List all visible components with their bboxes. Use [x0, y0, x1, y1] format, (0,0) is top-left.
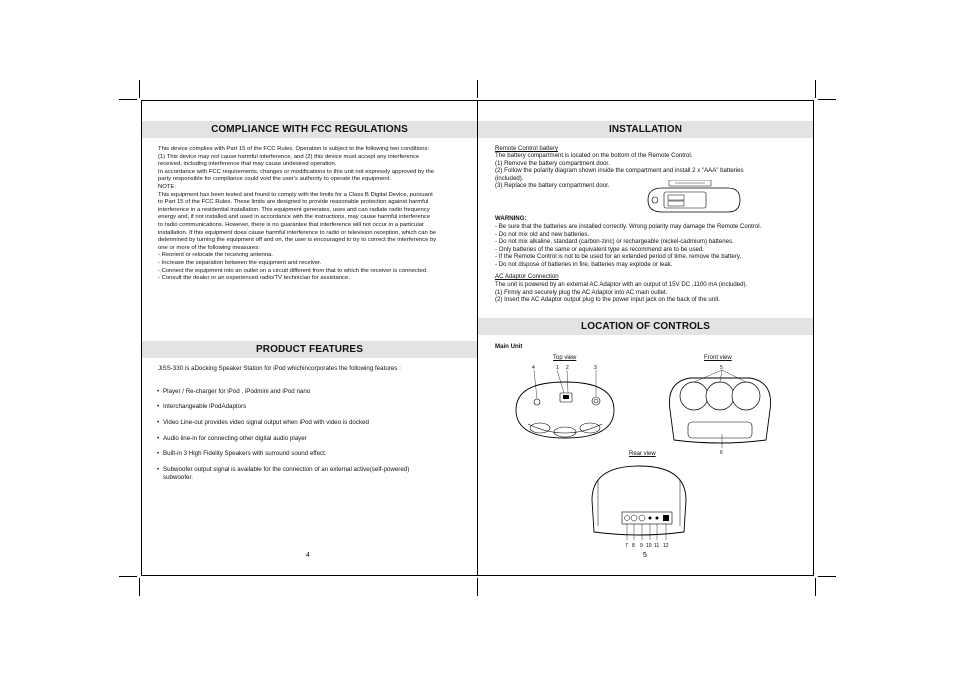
rear-view-illustration	[584, 460, 694, 552]
callout-3: 3	[594, 365, 597, 371]
crop-mark	[815, 578, 816, 596]
front-view-illustration	[660, 362, 780, 454]
main-unit-label: Main Unit	[495, 343, 523, 350]
features-title: PRODUCT FEATURES	[142, 341, 477, 358]
crop-mark	[818, 576, 836, 577]
callout-8: 8	[632, 543, 635, 549]
top-view-label: Top view	[553, 355, 577, 361]
callout-10: 10	[646, 543, 652, 549]
features-list	[157, 380, 467, 489]
list-item: • Built-in 3 High Fidelity Speakers with surround sound effect.	[157, 450, 467, 458]
page-number: 4	[306, 552, 310, 559]
rear-view-label: Rear view	[629, 451, 656, 457]
list-item: • Video Line-out provides video signal output when iPod with video is docked	[157, 419, 467, 427]
features-intro: JiSS-330 is aDocking Speaker Station for iPod whichincorporates the following features :	[158, 365, 401, 372]
crop-mark	[139, 578, 140, 596]
fcc-text: This device complies with Part 15 of the FCC Rules. Operation is subject to the following two conditions: (1) This device may not cause harmful interference, and (2) this device must accept any interference received, including interference that may cause undesired operation. In accordance with FCC requirements, changes or modifications to this unit not expressly approved by the party responsible for compliance could void the user's authority to operate the equipment. NOTE: This equipment has been tested and found to comply with the limits for a Class B Digital Device, pursuant to Part 15 of the FCC Rules. These limits are designed to provide reasonable protection against harmful interference in a residential installation. This equipment generates, uses and can radiate radio frequency energy and, if not installed and used in accordance with the instructions, may cause harmful interference to radio communications. However, there is no guarantee that interference will not occur in a particular installation. If this equipment does cause harmful interference to radio or television reception, which can be determined by turning the equipment off and on, the user is encouraged to try to correct the interference by one or more of the following measures: - Reorient or relocate the receiving antenna. - Increase the separation between the equipment and receiver. - Connect the equipment into an outlet on a circuit different from that to which the receiver is connected. - Consult the dealer or an experienced radio/TV technician for assistance.	[158, 146, 437, 282]
list-item: • Interchangeable iPodAdaptors	[157, 403, 467, 411]
crop-mark	[815, 80, 816, 98]
fcc-title: COMPLIANCE WITH FCC REGULATIONS	[142, 121, 477, 138]
warning-heading: WARNING:	[495, 215, 527, 222]
crop-mark	[119, 576, 137, 577]
callout-9: 9	[640, 543, 643, 549]
crop-mark	[818, 99, 836, 100]
ac-text: The unit is powered by an external AC Adaptor with an output of 15V DC ,1100 mA (included). (1) Firmly and securely plug the AC Adaptor into AC main outlet. (2) Insert the AC Adaptor output plug to the power input jack on the back of the unit.	[495, 281, 748, 303]
crop-mark	[139, 80, 140, 98]
front-view-label: Front view	[704, 355, 732, 361]
callout-11: 11	[654, 543, 660, 549]
list-item: • Subwoofer output signal is available for the connection of an external active(self-powered) subwoofer.	[157, 466, 467, 482]
list-item: • Audio line-in for connecting other digital audio player	[157, 435, 467, 443]
list-item: • Player / Re-charger for iPod , iPodmini and iPod nano	[157, 388, 467, 396]
callout-12: 12	[663, 543, 669, 549]
installation-title: INSTALLATION	[478, 121, 813, 138]
ac-heading: AC Adaptor Connection	[495, 273, 559, 280]
remote-control-illustration	[640, 180, 744, 220]
remote-heading: Remote Control battery	[495, 145, 558, 152]
top-view-illustration	[510, 362, 620, 444]
page-divider	[477, 100, 478, 576]
callout-6: 6	[720, 450, 723, 454]
remote-text: The battery compartment is located on the bottom of the Remote Control. (1) Remove the battery compartment door. (2) Follow the polarity diagram shown inside the compartment and install 2 x "AAA" batteries (included). (3) Replace the battery compartment door.	[495, 152, 744, 189]
warning-text: - Be sure that the batteries are installed correctly. Wrong polarity may damage the Remote Control. - Do not mix old and new batteries. - Do not mix alkaline, standard (carbon-zinc) or rechargeable (nickel-cadmium) batteries. - Only batteries of the same or equivalent type as recommend are to be used. - If the Remote Control is not to be used for an extended period of time, remove the battery. - Do not dispose of batteries in fire, batteries may explode or leak.	[495, 223, 762, 268]
callout-7: 7	[625, 543, 628, 549]
callout-4: 4	[532, 365, 535, 371]
page-number: 5	[643, 552, 647, 559]
callout-1: 1	[556, 365, 559, 371]
callout-2: 2	[566, 365, 569, 371]
crop-mark	[477, 578, 478, 596]
crop-mark	[477, 80, 478, 98]
crop-mark	[119, 99, 137, 100]
callout-5: 5	[720, 365, 723, 371]
controls-title: LOCATION OF CONTROLS	[478, 318, 813, 335]
